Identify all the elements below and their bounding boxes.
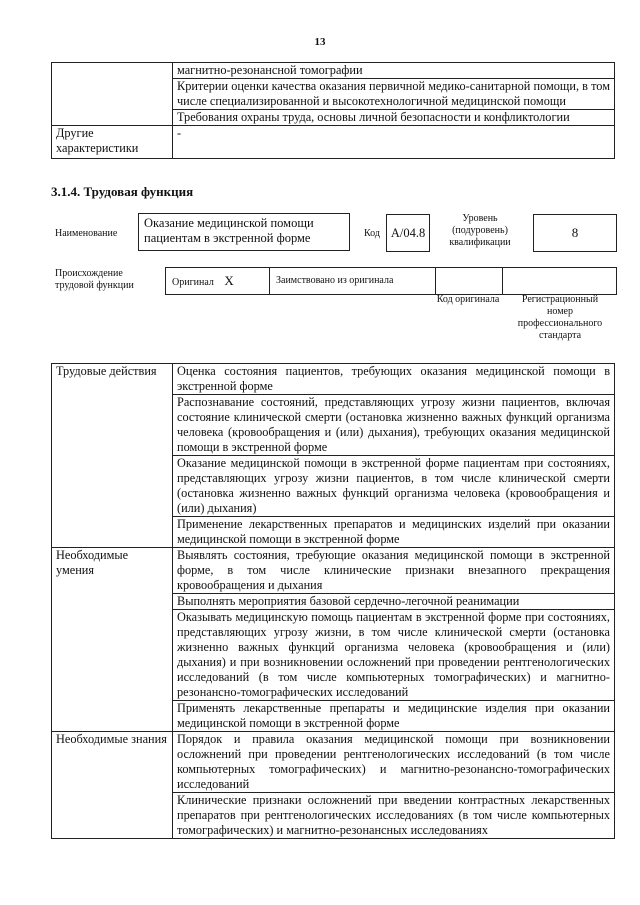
table-cell: -: [173, 126, 615, 159]
level-label: Уровень (подуровень) квалификации: [449, 213, 511, 248]
main-table: [51, 363, 615, 839]
table-cell: магнитно-резонансной томографии: [173, 63, 615, 79]
origin-label: Происхождение трудовой функции: [55, 268, 134, 291]
reg-num-label: Регистрационный номер профессионального стандарта: [517, 294, 603, 341]
function-name: Оказание медицинской помощи пациентам в экстренной форме: [138, 213, 350, 251]
function-code: A/04.8: [386, 214, 430, 252]
table-cell: Оценка состояния пациентов, требующих оказания медицинской помощи в экстренной форме: [173, 364, 615, 395]
table-cell-empty: [52, 63, 173, 126]
group-label: Трудовые действия: [52, 364, 173, 548]
original-mark: X: [224, 273, 234, 288]
original-label: Оригинал: [172, 277, 214, 288]
table-cell: Выполнять мероприятия базовой сердечно-легочной реанимации: [173, 594, 615, 610]
borrowed-label: Заимствовано из оригинала: [270, 268, 436, 294]
origin-box: [165, 267, 617, 295]
table-cell: Применение лекарственных препаратов и медицинских изделий при оказании медицинской помощи в экстренной форме: [173, 517, 615, 548]
table-cell: Распознавание состояний, представляющих угрозу жизни пациентов, включая состояние клинической смерти (остановка жизненно важных функций организма человека (кровообращения и (или) дыхания), требующих оказания медицинской помощи в экстренной форме: [173, 395, 615, 456]
table-cell: Критерии оценки качества оказания первичной медико-санитарной помощи, в том числе специализированной и высокотехнологичной медицинской помощи: [173, 79, 615, 110]
qualification-level: 8: [533, 214, 617, 252]
group-label: Необходимые знания: [52, 732, 173, 839]
table-cell: Выявлять состояния, требующие оказания медицинской помощи в экстренной форме, в том числе клинические признаки внезапного прекращения кровообращения и дыхания: [173, 548, 615, 594]
table-cell: Применять лекарственные препараты и медицинские изделия при оказании медицинской помощи в экстренной форме: [173, 701, 615, 732]
section-title: 3.1.4. Трудовая функция: [51, 184, 194, 199]
table-cell: Оказание медицинской помощи в экстренной форме пациентам при состояниях, представляющих угрозу жизни пациентов, в том числе клинической смерти (остановка жизненно важных функций организма человека (кровообращения и (или) дыхания): [173, 456, 615, 517]
code-label: Код: [364, 228, 380, 239]
top-table: [51, 62, 615, 159]
page-number: 13: [314, 36, 326, 48]
orig-code-label: Код оригинала: [436, 294, 500, 305]
orig-code-cell: [436, 268, 503, 294]
row-label: Другие характеристики: [52, 126, 173, 159]
table-cell: Порядок и правила оказания медицинской помощи при возникновении осложнений при проведении рентгенологических исследований (в том числе компьютерных томографических) и магнитно-резонансно-томографических исследований: [173, 732, 615, 793]
table-cell: Оказывать медицинскую помощь пациентам в экстренной форме при состояниях, представляющих угрозу жизни, в том числе клинической смерти (остановка жизненно важных функций организма человека (кровообращения и (или) дыхания) и при возникновении осложнений при проведении рентгенологических исследований (в том числе компьютерных томографических) и магнитно-резонансно-томографических исследований: [173, 610, 615, 701]
name-label: Наименование: [55, 228, 118, 239]
table-cell: Требования охраны труда, основы личной безопасности и конфликтологии: [173, 110, 615, 126]
table-cell: Клинические признаки осложнений при введении контрастных лекарственных препаратов при рентгенологических исследованиях (в том числе компьютерных томографических) и магнитно-резонансных исследованиях: [173, 793, 615, 839]
group-label: Необходимые умения: [52, 548, 173, 732]
